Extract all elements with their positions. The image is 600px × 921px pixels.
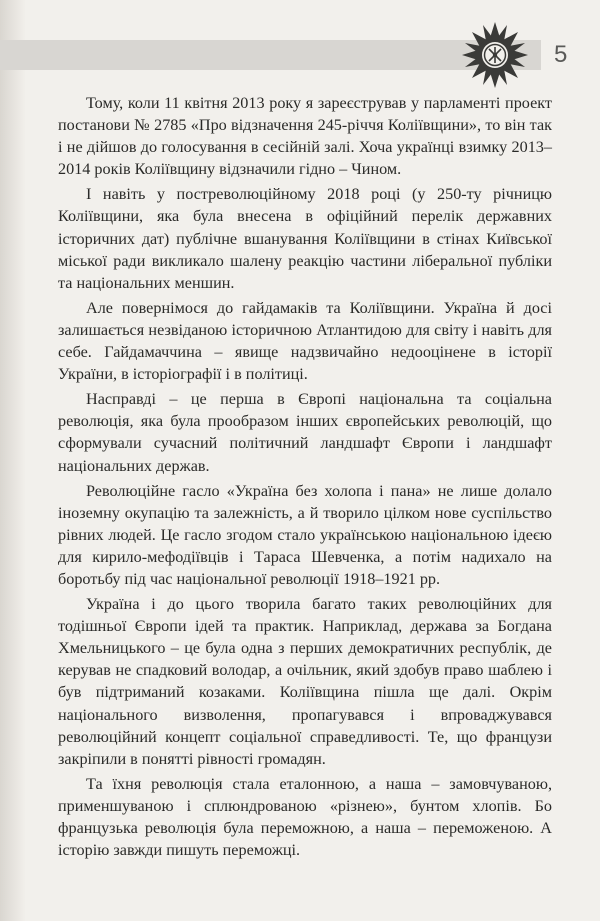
paragraph: Насправді – це перша в Європі національна та соціальна революція, яка була прообразом інших європейських революцій, що сформували сучасний політичний ландшафт Європи і ландшафт національних держав. xyxy=(58,390,552,475)
page-edge-shadow xyxy=(0,0,26,921)
paragraph: І навіть у постреволюційному 2018 році (у 250-ту річницю Коліївщини, яка була внесена в офіційний перелік державних історичних дат) публічне вшанування Коліївщини в стінах Київської міської ради викликало шалену реакцію частини ліберальної публіки та національних меншин. xyxy=(58,185,552,292)
cossack-star-emblem-icon xyxy=(460,20,530,90)
paragraph: Революційне гасло «Україна без холопа і пана» не лише долало іноземну окупацію та залежність, а й творило цілком нове суспільство рівних людей. Це гасло згодом стало українською національною ідеєю для кирило-мефодіївців і Тараса Шевченка, а потім надихало на боротьбу під час національної революції 1918–1921 рр. xyxy=(58,481,552,588)
running-header xyxy=(0,40,600,70)
paragraph: Україна і до цього творила багато таких революційних для тодішньої Європи ідей та практик. Наприклад, держава за Богдана Хмельницького – це була одна з перших демократичних республік, де керував не спадковий володар, а очільник, який здобув право шаблею і був підтриманий козаками. Коліївщина пішла ще далі. Окрім національного визволення, пропагувався і впроваджувався революційний концепт соціальної справедливості. Те, що французи закріпили в понятті рівності громадян. xyxy=(58,595,552,768)
page-number: 5 xyxy=(554,41,568,68)
paragraph: Та їхня революція стала еталонною, а наша – замовчуваною, применшуваною і сплюндрованою «різнею», бунтом хлопів. Бо французька революція була переможною, а наша – переможеною. А історію завжди пишуть переможці. xyxy=(58,774,552,860)
paragraph: Тому, коли 11 квітня 2013 року я зареєстрував у парламенті проект постанови № 2785 «Про відзначення 245-річчя Коліївщини», то він так і не дійшов до голосування в сесійній залі. Хоча українці взимку 2013–2014 років Коліївщину відзначили гідно – Чином. xyxy=(58,94,552,179)
paragraph: Але повернімося до гайдамаків та Коліївщини. Україна й досі залишається незвіданою історичною Атлантидою для світу і навіть для себе. Гайдамаччина – явище надзвичайно недооцінене в історії України, в історіографії і в політиці. xyxy=(58,298,552,384)
body-text xyxy=(58,92,552,864)
